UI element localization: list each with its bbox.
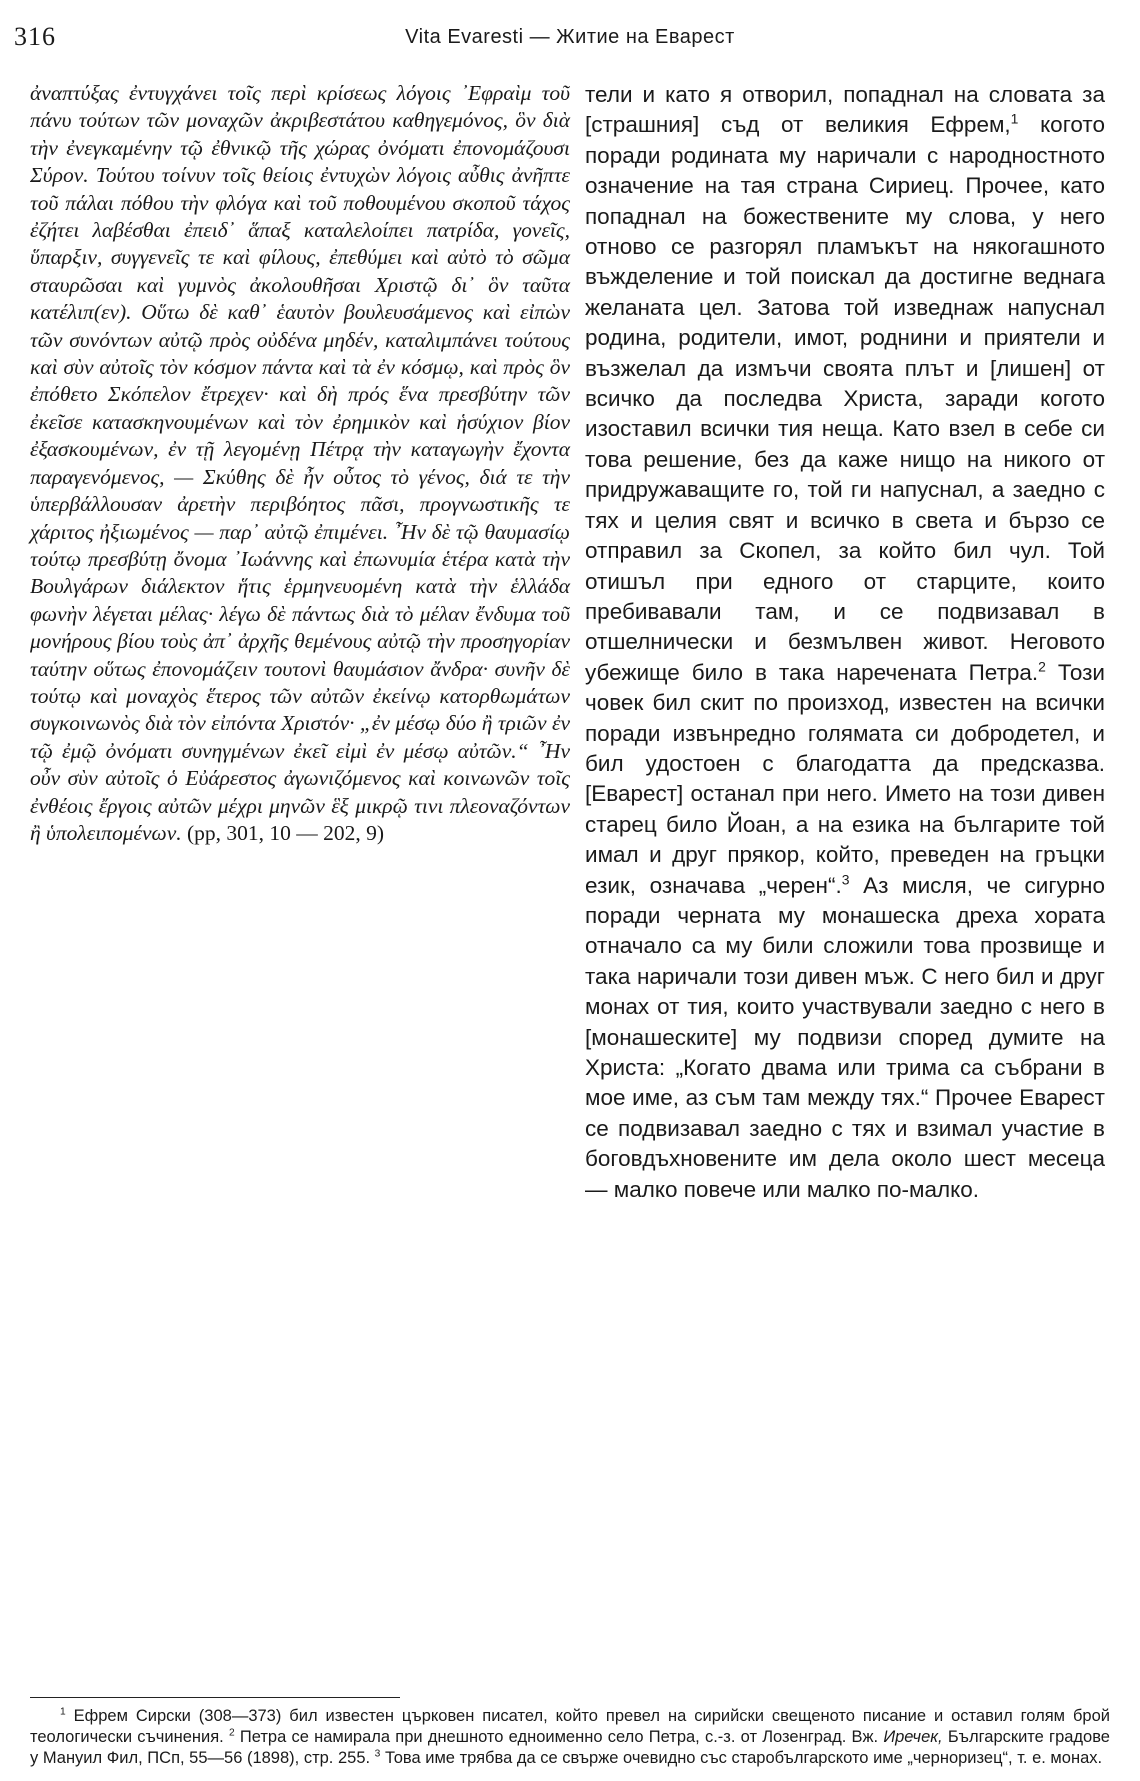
bulgarian-column	[585, 80, 1105, 1205]
greek-text: ἀναπτύξας ἐντυγχάνει τοῖς περὶ κρίσεως λόγοις ᾿Εφραὶμ τοῦ πάνυ τούτων τῶν μοναχῶν ἀκριβεστάτου καθηγεμόνος, ὃν διὰ τὴν ἐνεγκαμένην τῷ ἐθνικῷ τῆς χώρας ὀνόματι ἐπονομάζουσι Σύρον. Τούτου τοίνυν τοῖς θείοις ἐντυχὼν λόγοις αὖθις ἀνῆπτε τοῦ πάλαι πόθου τὴν φλόγα καὶ τοῦ ποθουμένου σκοποῦ τάχος ἐζήτει λαβέσθαι ἐπειδ᾿ ἅπαξ καταλελοίπει πατρίδα, γονεῖς, ὕπαρξιν, συγγενεῖς τε καὶ φίλους, ἐπεθύμει καὶ αὐτὸ τὸ σῶμα σταυρῶσαι καὶ γυμνὸς ἀκολουθῆσαι Χριστῷ δι᾿ ὃν ταῦτα κατέλιπ(εν). Οὕτω δὲ καθ᾿ ἑαυτὸν βουλευσάμενος καὶ εἰπὼν τῶν συνόντων αὐτῷ πρὸς οὐδένα μηδέν, καταλιμπάνει τούτους καὶ σὺν αὐτοῖς τὸν κόσμον πάντα καὶ τὰ ἐν κόσμῳ, καὶ πρὸς ὃν ἐπόθετο Σκόπελον ἔτρεχεν· καὶ δὴ πρός ἕνα πρεσβύτην τῶν ἐκεῖσε κατασκηνουμένων καὶ τὸν ἐρημικὸν καὶ ἡσύχιον βίον ἐξασκουμένων, ἐν τῇ λεγομένῃ Πέτρᾳ τὴν καταγωγὴν ἔχοντα παραγενόμενος, — Σκύθης δὲ ἦν οὗτος τὸ γένος, διά τε τὴν ὑπερβάλλουσαν ἀρετὴν περιβόητος πᾶσι, προγνωστικῆς τε χάριτος ἠξιωμένος — παρ᾿ αὐτῷ ἐπιμένει. ῏Ην δὲ τῷ θαυμασίῳ τούτῳ πρεσβύτῃ ὄνομα ᾿Ιωάννης καὶ ἐπωνυμία ἑτέρα κατὰ τὴν Βουλγάρων διάλεκτον ἥτις ἑρμηνευομένη κατὰ τὴν ἑλλάδα φωνὴν λέγεται μέλας· λέγω δὲ πάντως διὰ τὸ μέλαν ἔνδυμα τοῦ μονήρους βίου τοὺς ἀπ᾿ ἀρχῆς θεμένους αὐτῷ τὴν προσηγορίαν ταύτην οὕτως ἐπονομάζειν τουτονὶ θαυμάσιον ἄνδρα· συνῆν δὲ τούτῳ καὶ μοναχὸς ἕτερος τῶν αὐτῶν ἐκείνῳ κατορθωμάτων συγκοινωνὸς διὰ τὸν εἰπόντα Χριστόν· „ἐν μέσῳ δύο ἢ τριῶν ἐν τῷ ἐμῷ ὀνόματι συνηγμένων ἐκεῖ εἰμὶ ἐν μέσῳ αὐτῶν.“ ῏Ην οὖν σὺν αὐτοῖς ὁ Εὐάρεστος ἀγωνιζόμενος καὶ κοινωνῶν τοῖς ἐνθέοις ἔργοις αὐτῶν μέχρι μηνῶν ἓξ μικρῷ τινι πλεοναζόντων ἢ ὑπολειπομένων.	[30, 81, 570, 845]
footnotes	[30, 1706, 1110, 1769]
footnote-ref-2: 2	[1038, 658, 1046, 675]
footnote-divider	[30, 1697, 400, 1698]
footnote-block	[30, 1706, 1110, 1769]
footnote-ref-3: 3	[841, 871, 850, 888]
footnote-2b: Българските градове у Мануил Фил, ПСп, 55—56 (1898), стр. 255.	[30, 1728, 1110, 1767]
footnote-1: Ефрем Сирски (308—373) бил известен църковен писател, който превел на сирийски свещеното писание и оставил голям брой теологически съчинения.	[30, 1707, 1110, 1746]
page-header	[14, 18, 1126, 58]
page-number: 316	[14, 22, 56, 51]
footnote-mark-2: 2	[228, 1727, 235, 1739]
bulgarian-text-3: Този човек бил скит по произход, известен на всички поради извънредно голямата си добродетел, и бил удостоен с благодатта да предсказва. [Еварест] останал при него. Името на този дивен старец било Йоан, а на езика на българите той имал и друг прякор, който, преведен на гръцки език, означава „черен“.	[585, 659, 1105, 898]
bulgarian-text-1: тели и като я отворил, попаднал на словата за [страшния] съд от великия Ефрем,	[585, 82, 1105, 138]
running-head: Vita Evaresti — Житие на Еварест	[405, 26, 735, 48]
footnote-2a: Петра се намирала при днешното едноименно село Петра, с.-з. от Лозенград. Вж.	[234, 1728, 884, 1746]
bulgarian-text-2: когото поради родината му наричали с народностното означение на тая страна Сириец. Прочее, като попаднал на божествените му слова, у него отново се разгорял пламъкът на някогашното въжделение и той поискал да достигне веднага желаната цел. Затова той изведнаж напуснал родина, родители, имот, роднини и приятели и възжелал да измъчи своята плът и [лишен] от всичко да последва Христа, заради когото изоставил всички тия неща. Като взел в себе си това решение, без да каже нищо на никого от придружаващите го, той ги напуснал, а заедно с тях и целия свят и всичко в света и бързо се отправил за Скопел, за който бил чул. Той отишъл при едного от старците, които пребивавали там, и се подвизавал в отшелнически и безмълвен живот. Неговото убежище било в така наречената Петра.	[585, 112, 1105, 685]
footnote-mark-1: 1	[60, 1706, 66, 1718]
footnote-2-author: Иречек,	[883, 1728, 943, 1746]
greek-reference: (pp, 301, 10 — 202, 9)	[187, 820, 385, 845]
footnote-mark-3: 3	[374, 1748, 381, 1760]
footnote-3: Това име трябва да се свърже очевидно със старобългарското име „черноризец“, т. е. монах.	[380, 1749, 1103, 1767]
greek-column	[30, 80, 570, 847]
footnote-ref-1: 1	[1010, 110, 1019, 127]
bulgarian-text-4: Аз мисля, че сигурно поради черната му монашеска дреха хората отначало са му били сложили това прозвище и така наричали този дивен мъж. С него бил и друг монах от тия, които участвували заедно с него в [монашеските] му подвизи според думите на Христа: „Когато двама или трима са събрани в мое име, аз съм там между тях.“ Прочее Еварест се подвизавал заедно с тях и взимал участие в боговдъхновените им дела около шест месеца — малко повече или малко по-малко.	[585, 872, 1105, 1202]
